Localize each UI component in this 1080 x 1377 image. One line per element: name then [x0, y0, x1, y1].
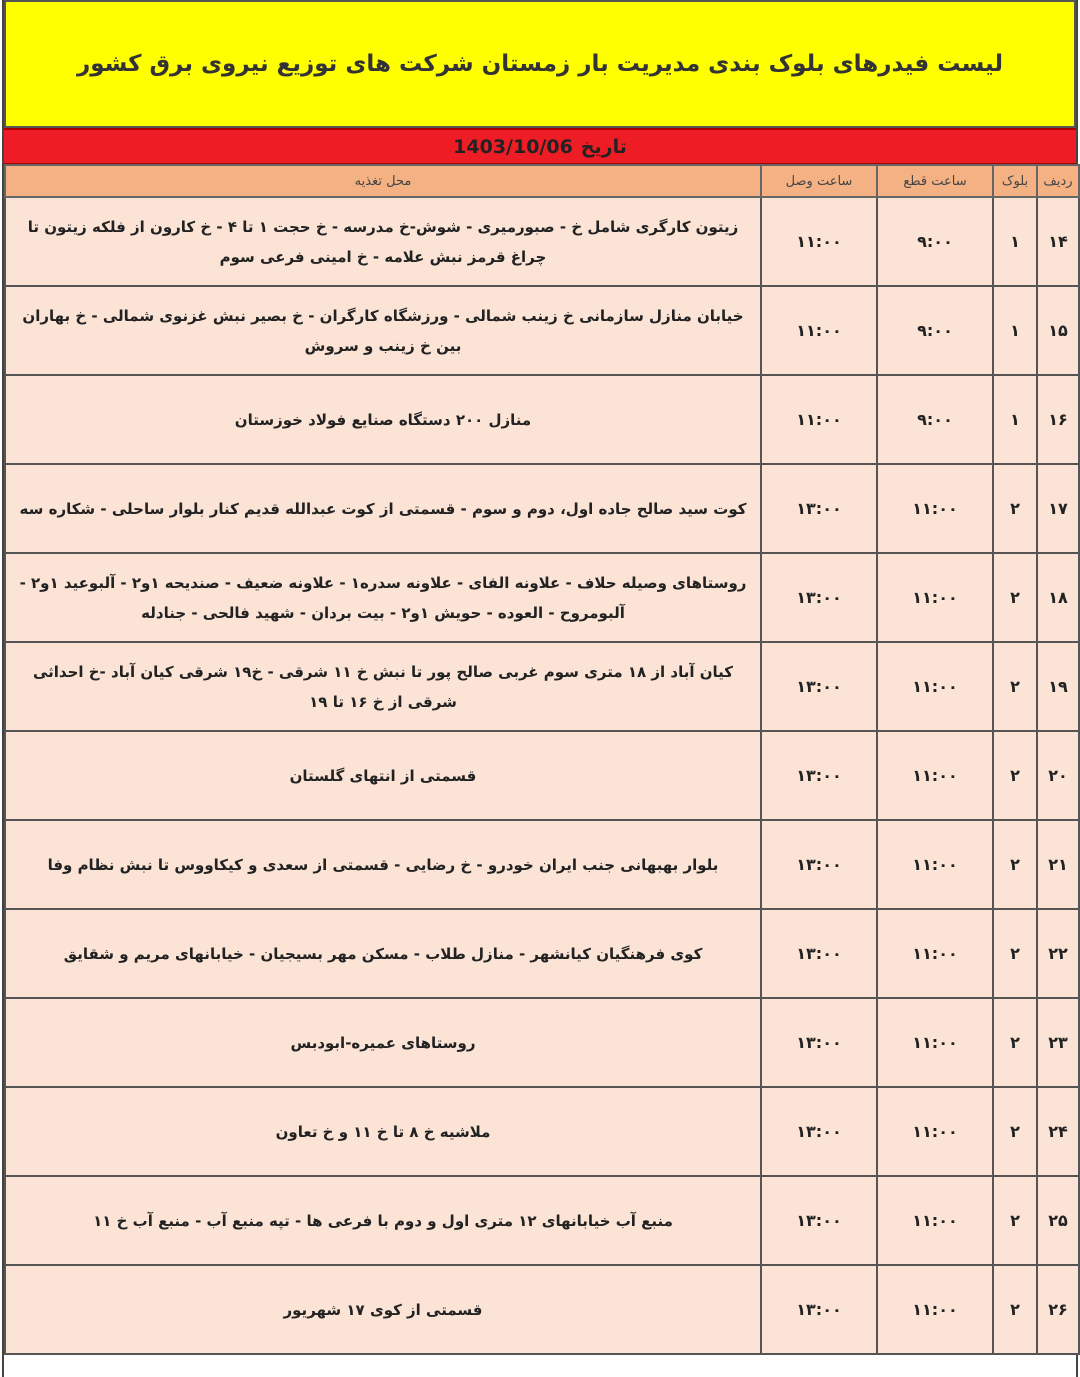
cell-location: ملاشیه خ ۸ تا خ ۱۱ و خ تعاون: [5, 1087, 761, 1176]
cell-block: ۱: [993, 375, 1037, 464]
document-sheet: [2, 0, 1078, 1377]
cell-block: ۲: [993, 642, 1037, 731]
cell-location: زیتون کارگری شامل خ - صبورمیری - شوش-خ مدرسه - خ حجت ۱ تا ۴ - خ کارون از فلکه زیتون تا چراغ قرمز نبش علامه - خ امینی فرعی سوم: [5, 197, 761, 286]
cell-block: ۲: [993, 731, 1037, 820]
cell-row-number: ۱۷: [1037, 464, 1079, 553]
table-row: [5, 998, 1079, 1087]
cell-block: ۲: [993, 1265, 1037, 1354]
header-block: بلوک: [993, 165, 1037, 197]
cell-row-number: ۲۱: [1037, 820, 1079, 909]
table-row: [5, 1265, 1079, 1354]
cell-connect-time: ۱۳:۰۰: [761, 909, 877, 998]
cell-row-number: ۲۴: [1037, 1087, 1079, 1176]
cell-row-number: ۲۳: [1037, 998, 1079, 1087]
cell-cut-time: ۱۱:۰۰: [877, 731, 993, 820]
cell-connect-time: ۱۱:۰۰: [761, 286, 877, 375]
cell-location: کیان آباد از ۱۸ متری سوم غربی صالح پور تا نبش خ ۱۱ شرقی - خ۱۹ شرقی کیان آباد -خ احداثی شرقی از خ ۱۶ تا ۱۹: [5, 642, 761, 731]
cell-row-number: ۱۶: [1037, 375, 1079, 464]
table-row: [5, 1087, 1079, 1176]
cell-row-number: ۲۲: [1037, 909, 1079, 998]
table-row: [5, 820, 1079, 909]
cell-row-number: ۲۵: [1037, 1176, 1079, 1265]
cell-block: ۱: [993, 197, 1037, 286]
table-row: [5, 553, 1079, 642]
table-row: [5, 1176, 1079, 1265]
cell-connect-time: ۱۳:۰۰: [761, 998, 877, 1087]
cell-cut-time: ۱۱:۰۰: [877, 1087, 993, 1176]
cell-cut-time: ۱۱:۰۰: [877, 820, 993, 909]
cell-row-number: ۲۶: [1037, 1265, 1079, 1354]
cell-location: خیابان منازل سازمانی خ زینب شمالی - ورزشگاه کارگران - خ بصیر نبش غزنوی شمالی - خ بهاران بین خ زینب و سروش: [5, 286, 761, 375]
cell-cut-time: ۹:۰۰: [877, 286, 993, 375]
cell-cut-time: ۹:۰۰: [877, 375, 993, 464]
cell-row-number: ۲۰: [1037, 731, 1079, 820]
cell-cut-time: ۱۱:۰۰: [877, 464, 993, 553]
cell-block: ۲: [993, 909, 1037, 998]
cell-location: قسمتی از کوی ۱۷ شهریور: [5, 1265, 761, 1354]
cell-block: ۲: [993, 553, 1037, 642]
header-row-number: ردیف: [1037, 165, 1079, 197]
cell-row-number: ۱۴: [1037, 197, 1079, 286]
cell-location: قسمتی از انتهای گلستان: [5, 731, 761, 820]
cell-connect-time: ۱۳:۰۰: [761, 642, 877, 731]
feeder-table: [4, 164, 1080, 1355]
table-row: [5, 909, 1079, 998]
cell-block: ۲: [993, 1176, 1037, 1265]
header-connect-time: ساعت وصل: [761, 165, 877, 197]
title-banner: [4, 0, 1076, 128]
cell-row-number: ۱۹: [1037, 642, 1079, 731]
cell-cut-time: ۱۱:۰۰: [877, 553, 993, 642]
cell-block: ۲: [993, 998, 1037, 1087]
cell-cut-time: ۱۱:۰۰: [877, 998, 993, 1087]
cell-location: کوت سید صالح جاده اول، دوم و سوم - قسمتی از کوت عبدالله قدیم کنار بلوار ساحلی - شکاره سه: [5, 464, 761, 553]
cell-connect-time: ۱۳:۰۰: [761, 1176, 877, 1265]
document-title: لیست فیدرهای بلوک بندی مدیریت بار زمستان شرکت های توزیع نیروی برق کشور: [77, 51, 1004, 77]
date-banner: [4, 128, 1076, 164]
cell-connect-time: ۱۱:۰۰: [761, 197, 877, 286]
cell-cut-time: ۱۱:۰۰: [877, 909, 993, 998]
cell-row-number: ۱۸: [1037, 553, 1079, 642]
cell-block: ۲: [993, 820, 1037, 909]
cell-location: منبع آب خیابانهای ۱۲ متری اول و دوم با فرعی ها - تپه منبع آب - منبع آب خ ۱۱: [5, 1176, 761, 1265]
date-value: 1403/10/06: [453, 135, 573, 158]
cell-cut-time: ۱۱:۰۰: [877, 642, 993, 731]
cell-location: بلوار بهبهانی جنب ایران خودرو - خ رضایی - قسمتی از سعدی و کیکاووس تا نبش نظام وفا: [5, 820, 761, 909]
cell-location: روستاهای وصیله حلاف - علاونه الفای - علاونه سدره۱ - علاونه ضعیف - صندیحه ۱و۲ - آلبوعید ۱و۲ - آلبومروح - العوده - حویش ۱و۲ - بیت بردان - شهید فالحی - جنادله: [5, 553, 761, 642]
date-label: تاریخ: [580, 135, 627, 158]
table-row: [5, 375, 1079, 464]
cell-connect-time: ۱۳:۰۰: [761, 553, 877, 642]
table-header-row: [5, 165, 1079, 197]
cell-cut-time: ۱۱:۰۰: [877, 1176, 993, 1265]
cell-block: ۱: [993, 286, 1037, 375]
cell-connect-time: ۱۳:۰۰: [761, 1265, 877, 1354]
table-row: [5, 286, 1079, 375]
cell-row-number: ۱۵: [1037, 286, 1079, 375]
cell-location: منازل ۲۰۰ دستگاه صنایع فولاد خوزستان: [5, 375, 761, 464]
header-location: محل تغذیه: [5, 165, 761, 197]
header-cut-time: ساعت قطع: [877, 165, 993, 197]
table-row: [5, 197, 1079, 286]
cell-connect-time: ۱۳:۰۰: [761, 464, 877, 553]
table-row: [5, 642, 1079, 731]
cell-cut-time: ۹:۰۰: [877, 197, 993, 286]
cell-connect-time: ۱۳:۰۰: [761, 820, 877, 909]
cell-location: روستاهای عمیره-ابودبس: [5, 998, 761, 1087]
table-row: [5, 731, 1079, 820]
cell-cut-time: ۱۱:۰۰: [877, 1265, 993, 1354]
table-row: [5, 464, 1079, 553]
cell-connect-time: ۱۱:۰۰: [761, 375, 877, 464]
cell-connect-time: ۱۳:۰۰: [761, 1087, 877, 1176]
cell-block: ۲: [993, 1087, 1037, 1176]
cell-connect-time: ۱۳:۰۰: [761, 731, 877, 820]
cell-location: کوی فرهنگیان کیانشهر - منازل طلاب - مسکن مهر بسیجیان - خیابانهای مریم و شقایق: [5, 909, 761, 998]
cell-block: ۲: [993, 464, 1037, 553]
